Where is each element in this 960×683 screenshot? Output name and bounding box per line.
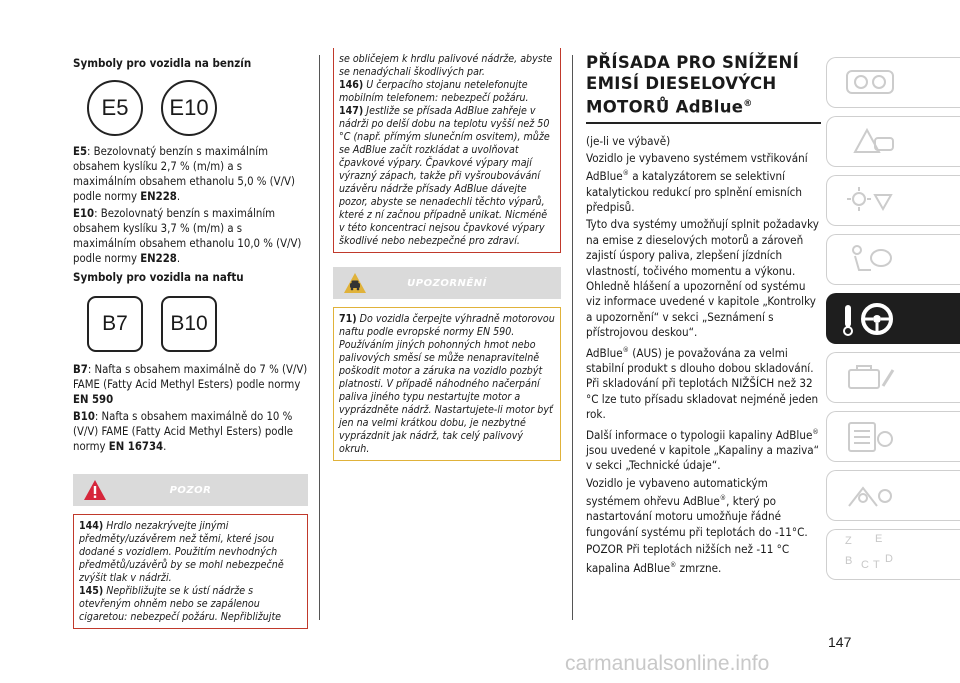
watermark: carmanualsonline.info (565, 652, 770, 675)
car-warning-icon (343, 272, 367, 298)
danger-item-146: 146) U čerpacího stojanu netelefonujte mobilním telefonem: nebezpečí požáru. (339, 79, 529, 104)
danger-continued-text: se obličejem k hrdlu palivové nádrže, abyste se nenadýchali škodlivých par. (339, 53, 553, 78)
warning-label: UPOZORNĚNÍ (407, 277, 487, 289)
badge-b7: B7 (87, 296, 143, 352)
tab-airbag[interactable] (826, 234, 960, 285)
column-1 (73, 56, 308, 629)
para-storage: AdBlue® (AUS) je považována za velmi stabilní produkt s dlouho dobou skladování. Při skladování při teplotách NIŽŠÍCH než 32 °C lze tuto přísadu skladovat nejméně jeden rok. (586, 345, 819, 422)
danger-box-continued (333, 48, 561, 253)
car-dashboard-icon (841, 65, 901, 101)
title-rule (586, 122, 821, 124)
danger-item-145: 145) Nepřibližujte se k ústí nádrže s otevřeným ohněm nebo se zapálenou cigaretou: nebezpečí požáru. Nepřibližujte (79, 585, 282, 623)
tab-dashboard[interactable] (826, 57, 960, 108)
tab-safety[interactable] (826, 175, 960, 226)
page-number: 147 (828, 634, 852, 650)
danger-item-144: 144) Hrdlo nezakrývejte jinými předměty/uzávěrem než těmi, které jsou dodané s vozidlem. Použitím nevhodných předmětů/uzávěrů by se mohl nebezpečně zvýšit tlak v nádrži. (79, 520, 284, 584)
para-heating: Vozidlo je vybaveno automatickým systémem ohřevu AdBlue®, který po nastartování motoru umožňuje řádné fungování systému při teplotách do -11°C. (586, 475, 808, 539)
toolbox-icon (841, 360, 901, 396)
column-3 (586, 52, 821, 578)
service-checklist-icon (841, 419, 901, 455)
index-letters-icon: Z E B C T D (845, 532, 893, 571)
tab-index[interactable] (826, 529, 960, 580)
tab-emergency[interactable] (826, 352, 960, 403)
warning-item-71: 71) Do vozidla čerpejte výhradně motorovou naftu podle evropské normy EN 590. Používáním jiných pohonných hmot nebo palivových směsí se může nenapravitelně poškodit motor a záruka na vozidlo pozbýt platnosti. V případě náhodného načerpání paliva jiného typu nestartujte motor a vyprázdněte nádrž. Nastartujete-li motor byť jen na velmi krátkou dobu, je nezbytné vyprázdnit jak nádrž, tak celý palivový okruh. (339, 313, 555, 455)
badge-e10: E10 (161, 80, 217, 136)
specs-settings-icon (841, 478, 901, 514)
danger-label: POZOR (169, 484, 212, 496)
column-2 (333, 48, 561, 461)
danger-item-147: 147) Jestliže se přísada AdBlue zahřeje v nádrži po delší dobu na teplotu vyšší než 50 °C (např. přímým slunečním osvitem), může se AdBlue začít rozkládat a uvolňovat čpavkové výpary. Čpavkové výpary mají výrazný zápach, takže při vyšroubovávání uzávěru nádrže přísady AdBlue dávejte pozor, abyste se nenadechli těchto výparů, které z ní začnou případně unikat. Nicméně v této koncentraci nejsou čpavkové výpary škodlivé nebo nebezpečné pro zdraví. (339, 105, 550, 247)
e10-definition: E10: Bezolovnatý benzín s maximálním obsahem kyslíku 3,7 % (m/m) a s maximálním obsahem ethanolu 10,0 % (V/V) podle normy EN228. (73, 207, 302, 265)
danger-header (73, 474, 308, 506)
tab-starting-driving[interactable] (826, 293, 960, 344)
airbag-seat-icon (841, 242, 901, 278)
tab-warning-lights[interactable] (826, 116, 960, 167)
b10-definition: B10: Nafta s obsahem maximálně do 10 % (V/V) FAME (Fatty Acid Methyl Esters) podle normy EN 16734. (73, 410, 294, 453)
warning-lights-icon (841, 124, 901, 160)
para-freeze: POZOR Při teplotách nižších než -11 °C kapalina AdBlue® zmrzne. (586, 542, 790, 575)
petrol-badges (87, 80, 308, 136)
key-steering-icon (841, 299, 905, 339)
para-system: Vozidlo je vybaveno systémem vstřikování AdBlue® a katalyzátorem se selektivní katalytickou redukcí pro splnění emisních předpisů. (586, 150, 808, 214)
para-more-info: Další informace o typologii kapaliny AdBlue® jsou uvedené v kapitole „Kapaliny a maziva“ v sekci „Technické údaje“. (586, 427, 820, 473)
e5-definition: E5: Bezolovnatý benzín s maximálním obsahem kyslíku 2,7 % (m/m) a s maximálním obsahem ethanolu 5,0 % (V/V) podle normy EN228. (73, 145, 295, 203)
badge-b10: B10 (161, 296, 217, 352)
para-requirements: Tyto dva systémy umožňují splnit požadavky na emise z dieselových motorů a zároveň zajistí úspory paliva, zlepšení jízdních vlastností, točivého momentu a výkonu. Ohledně hlášení a upozornění od systému viz informace uvedené v kapitole „Kontrolky a upozornění“ v sekci „Seznámení s přístrojovou deskou“. (586, 217, 819, 340)
b7-definition: B7: Nafta s obsahem maximálně do 7 % (V/V) FAME (Fatty Acid Methyl Esters) podle normy EN 590 (73, 363, 308, 406)
tab-maintenance[interactable] (826, 411, 960, 462)
chapter-tabs (826, 57, 960, 588)
heading-petrol-symbols: Symboly pro vozidla na benzín (73, 56, 252, 70)
para-availability: (je-li ve výbavě) (586, 133, 671, 148)
diesel-badges (87, 296, 308, 352)
warning-box (333, 307, 561, 461)
section-title: PŘÍSADA PRO SNÍŽENÍ EMISÍ DIESELOVÝCH MOTORŮ AdBlue® (586, 53, 800, 117)
danger-triangle-icon (83, 479, 107, 505)
danger-box (73, 514, 308, 629)
tab-technical-data[interactable] (826, 470, 960, 521)
heading-diesel-symbols: Symboly pro vozidla na naftu (73, 270, 244, 284)
warning-header (333, 267, 561, 299)
column-divider-2 (572, 55, 573, 620)
column-divider-1 (319, 55, 320, 620)
badge-e5: E5 (87, 80, 143, 136)
sun-safety-icon (841, 183, 901, 219)
